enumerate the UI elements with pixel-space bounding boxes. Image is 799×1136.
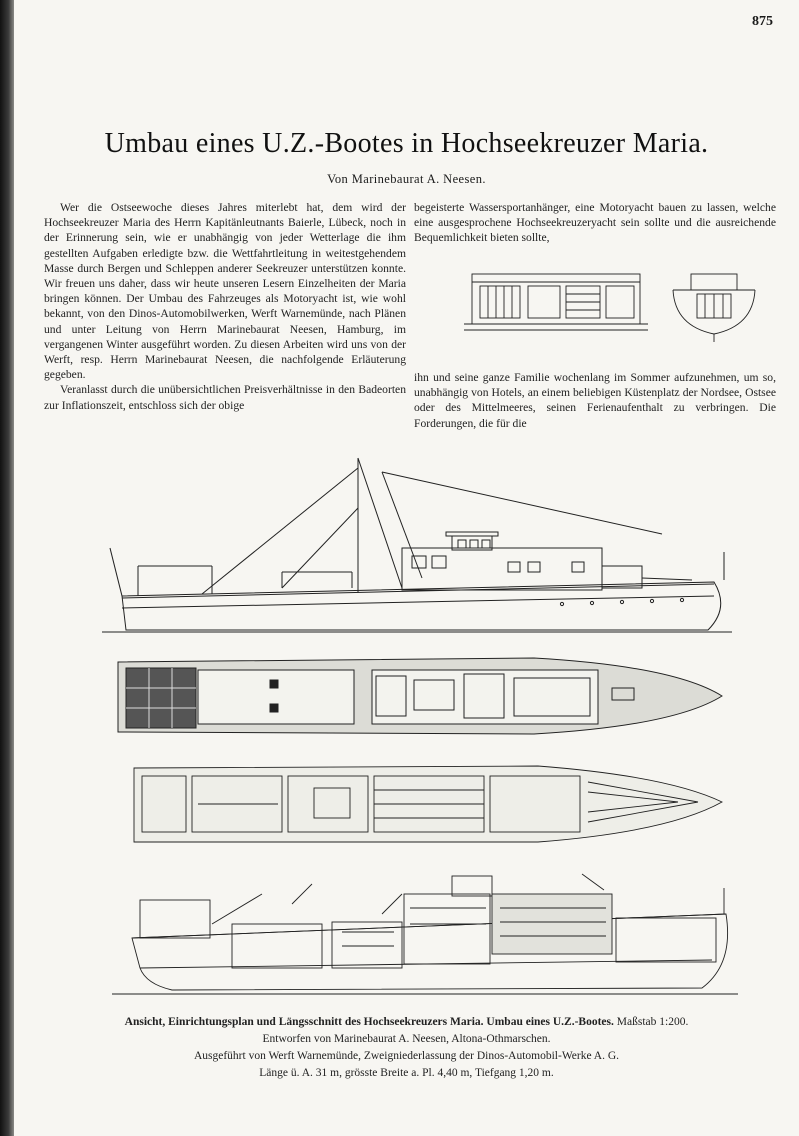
deckhouse-section-drawing — [462, 268, 652, 340]
paragraph: begeisterte Wassersportanhänger, eine Motoryacht bauen zu lassen, welche eine ausgesprochene Hochseekreuzeryacht sein sollte und die ausreichende Bequemlichkeit bieten sollte, — [414, 201, 776, 245]
ship-elevation-drawing — [102, 448, 732, 638]
article-byline: Von Marinebaurat A. Neesen. — [327, 172, 486, 186]
magazine-page — [14, 0, 799, 1136]
book-spine-shadow — [0, 0, 14, 1136]
paragraph: Veranlasst durch die unübersichtlichen Preisverhältnisse in den Badeorten zur Inflationszeit, entschloss sich der obige — [44, 383, 406, 412]
hull-cross-section-drawing — [669, 268, 759, 344]
paragraph: Wer die Ostseewoche dieses Jahres miterlebt hat, dem wird der Hochseekreuzer Maria des Herrn Kapitänleutnants Baierle, Lübeck, noch in der Erinnerung sein, wie er unabhängig von jeder Wetterlage die ihm gestellten Aufgaben erledigte bzw. die Wettfahrtleitung in weitestgehendem Masse durch Bergen und Schleppen anderer Seekreuzer unterstützen konnte. Wir freuen uns daher, dass wir heute unseren Lesern Einzelheiten der Maria bringen können. Der Umbau des Fahrzeuges als Motoryacht ist, wie wohl bekannt, von den Dinos-Automobilwerken, Werft Warnemünde, nach Plänen und unter Leitung von Herrn Marinebaurat Neesen, Hamburg, im vergangenen Winter ausgeführt worden. Zu diesen Arbeiten wird uns von der Werft, resp. Herrn Marinebaurat Neesen, die nachfolgende Erläuterung gegeben. — [44, 201, 406, 382]
caption-line-title — [14, 1014, 799, 1031]
caption-builder: Ausgeführt von Werft Warnemünde, Zweigniederlassung der Dinos-Automobil-Werke A. G. — [193, 1050, 620, 1062]
paragraph: ihn und seine ganze Familie wochenlang im Sommer aufzunehmen, um so, unabhängig von Hotels, an einem beliebigen Küstenplatz der Nordsee, Ostsee oder des Mittelmeeres, seinen Ferienaufenthalt zu verbringen. Die Forderungen, die für die — [414, 371, 776, 430]
caption-scale: Maßstab 1:200. — [616, 1016, 689, 1028]
caption-designer: Entworfen von Marinebaurat A. Neesen, Altona-Othmarschen. — [262, 1033, 551, 1045]
text-column-right-top — [414, 200, 776, 246]
accommodation-plan-drawing — [118, 762, 726, 846]
text-column-right-bottom — [414, 370, 776, 431]
page-number: 875 — [752, 14, 773, 29]
article-title: Umbau eines U.Z.-Bootes in Hochseekreuzer Maria. — [104, 128, 709, 159]
longitudinal-section-drawing — [112, 864, 738, 1002]
caption-title: Ansicht, Einrichtungsplan und Längsschnitt des Hochseekreuzers Maria. Umbau eines U.Z.-Bootes. — [124, 1016, 614, 1028]
deck-plan-drawing — [114, 652, 726, 744]
figure-caption — [14, 1014, 799, 1082]
caption-dimensions: Länge ü. A. 31 m, grösste Breite a. Pl. 4,40 m, Tiefgang 1,20 m. — [259, 1067, 554, 1079]
text-column-left — [44, 200, 406, 413]
